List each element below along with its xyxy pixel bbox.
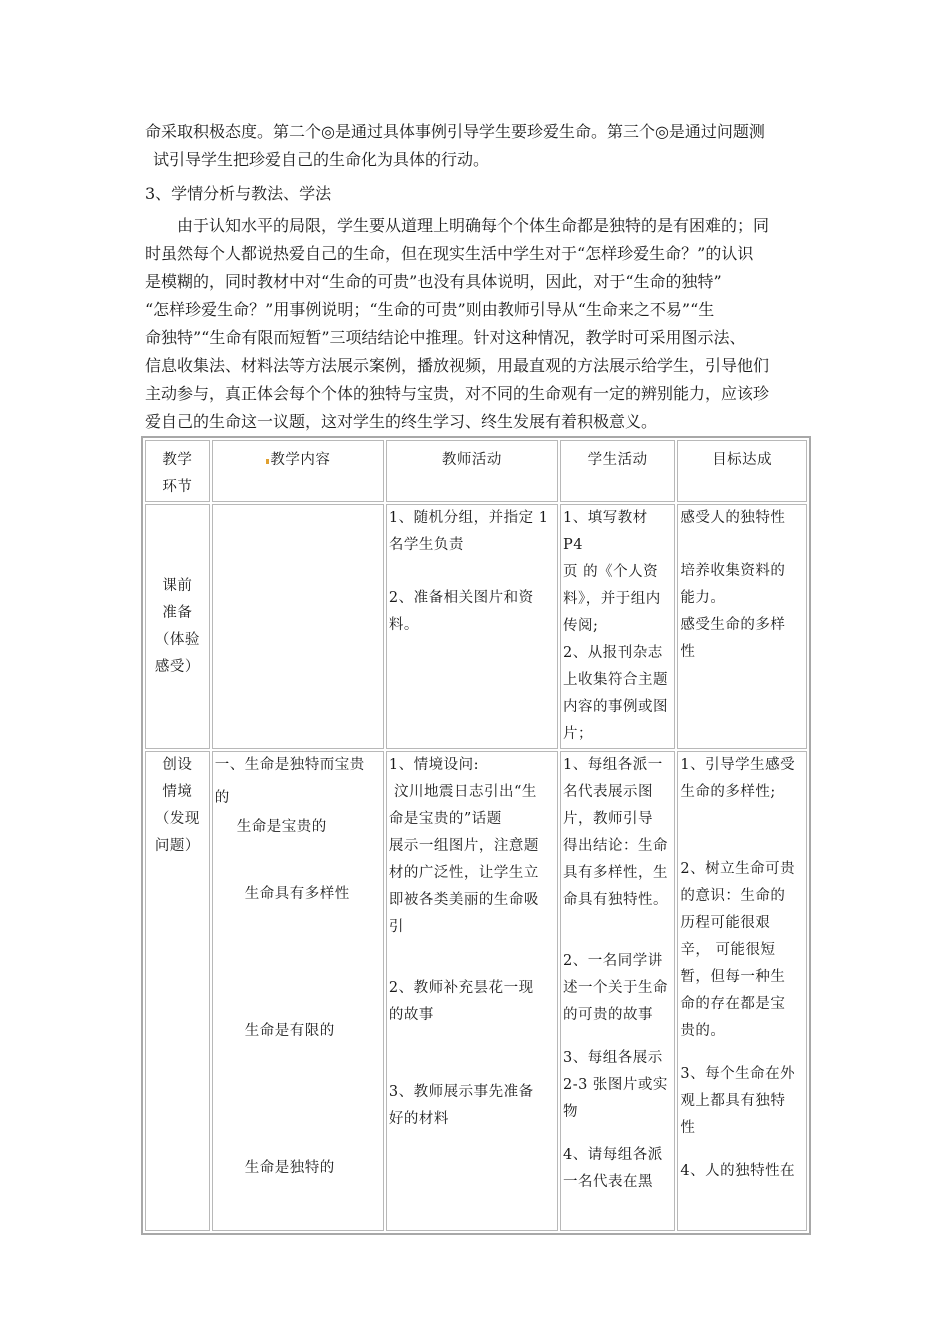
body-line: 由于认知水平的局限，学生要从道理上明确每个个体生命都是独特的是有困难的；同 xyxy=(177,216,770,235)
body-line: 信息收集法、材料法等方法展示案例，播放视频，用最直观的方法展示给学生，引导他们 xyxy=(145,356,770,375)
section-heading: 3、学情分析与教法、学法 xyxy=(145,184,332,203)
intro-paragraph xyxy=(145,118,815,174)
body-line: 命独特”“生命有限而短暂”三项结结论中推理。针对这种情况，教学时可采用图示法、 xyxy=(145,328,746,347)
header-content: 教学内容 xyxy=(212,440,384,502)
content-item: 生命是独特的 xyxy=(244,1160,335,1176)
intro-line-1: 命采取积极态度。第二个◎是通过具体事例引导学生要珍爱生命。第三个◎是通过问题测 xyxy=(145,122,765,141)
teacher-cell: 1、情境设问: 汶川地震日志引出“生 命是宝贵的”话题 展示一组图片，注意题 材的广泛性，让学生立 即被各类美丽的生命吸 引 2、教师补充昙花一现 的故事 3、教师展示事先准备 好的材料 xyxy=(386,751,558,1231)
goal-cell: 1、引导学生感受 生命的多样性; 2、树立生命可贵 的意识：生命的 历程可能很艰 辛， 可能很短 暂，但每一种生 命的存在都是宝 贵的。 3、每个生命在外 观上都具有独特 性 4、人的独特性在 xyxy=(677,751,807,1231)
body-line: 主动参与，真正体会每个个体的独特与宝贵，对不同的生命观有一定的辨别能力，应该珍 xyxy=(145,384,770,403)
teacher-cell: 1、随机分组，并指定 1 名学生负责 2、准备相关图片和资 料。 xyxy=(386,504,558,749)
table-row xyxy=(145,504,807,749)
content-item: 生命是宝贵的 xyxy=(236,819,327,835)
header-goal: 目标达成 xyxy=(677,440,807,502)
content-item: 生命具有多样性 xyxy=(244,886,350,902)
body-line: 时虽然每个人都说热爱自己的生命，但在现实生活中学生对于“怎样珍爱生命？”的认识 xyxy=(145,244,754,263)
content-cell: 一、生命是独特而宝贵 的 生命是宝贵的 生命具有多样性 生命是有限的 生命是独特的 xyxy=(212,751,384,1231)
body-line: “怎样珍爱生命？”用事例说明；“生命的可贵”则由教师引导从“生命来之不易”“生 xyxy=(145,300,715,319)
table-header-row xyxy=(145,440,807,502)
content-title: 一、生命是独特而宝贵 xyxy=(214,757,365,773)
goal-cell: 感受人的独特性 培养收集资料的 能力。 感受生命的多样 性 xyxy=(677,504,807,749)
content-cell xyxy=(212,504,384,749)
stage-cell: 课前 准备 （体验 感受） xyxy=(145,504,210,749)
student-cell: 1、填写教材 P4 页 的《个人资 料》，并于组内 传阅; 2、从报刊杂志 上收集符合主题 内容的事例或图 片； xyxy=(560,504,675,749)
header-student: 学生活动 xyxy=(560,440,675,502)
stage-cell: 创设 情境 （发现 问题） xyxy=(145,751,210,1231)
header-stage: 教学 环节 xyxy=(145,440,210,502)
student-cell: 1、每组各派一 名代表展示图 片，教师引导 得出结论：生命 具有多样性，生 命具有独特性。 2、一名同学讲 述一个关于生命 的可贵的故事 3、每组各展示 2-3 张图片或实 物 4、请每组各派 一名代表在黑 xyxy=(560,751,675,1231)
body-line: 爱自己的生命这一议题，这对学生的终生学习、终生发展有着积极意义。 xyxy=(145,412,658,431)
body-line: 是模糊的，同时教材中对“生命的可贵”也没有具体说明，因此，对于“生命的独特” xyxy=(145,272,722,291)
table-row xyxy=(145,751,807,1231)
header-teacher: 教师活动 xyxy=(386,440,558,502)
intro-line-2: 试引导学生把珍爱自己的生命化为具体的行动。 xyxy=(153,150,490,169)
section-body xyxy=(145,212,815,436)
content-item: 生命是有限的 xyxy=(244,1023,335,1039)
lesson-plan-table xyxy=(141,436,811,1235)
